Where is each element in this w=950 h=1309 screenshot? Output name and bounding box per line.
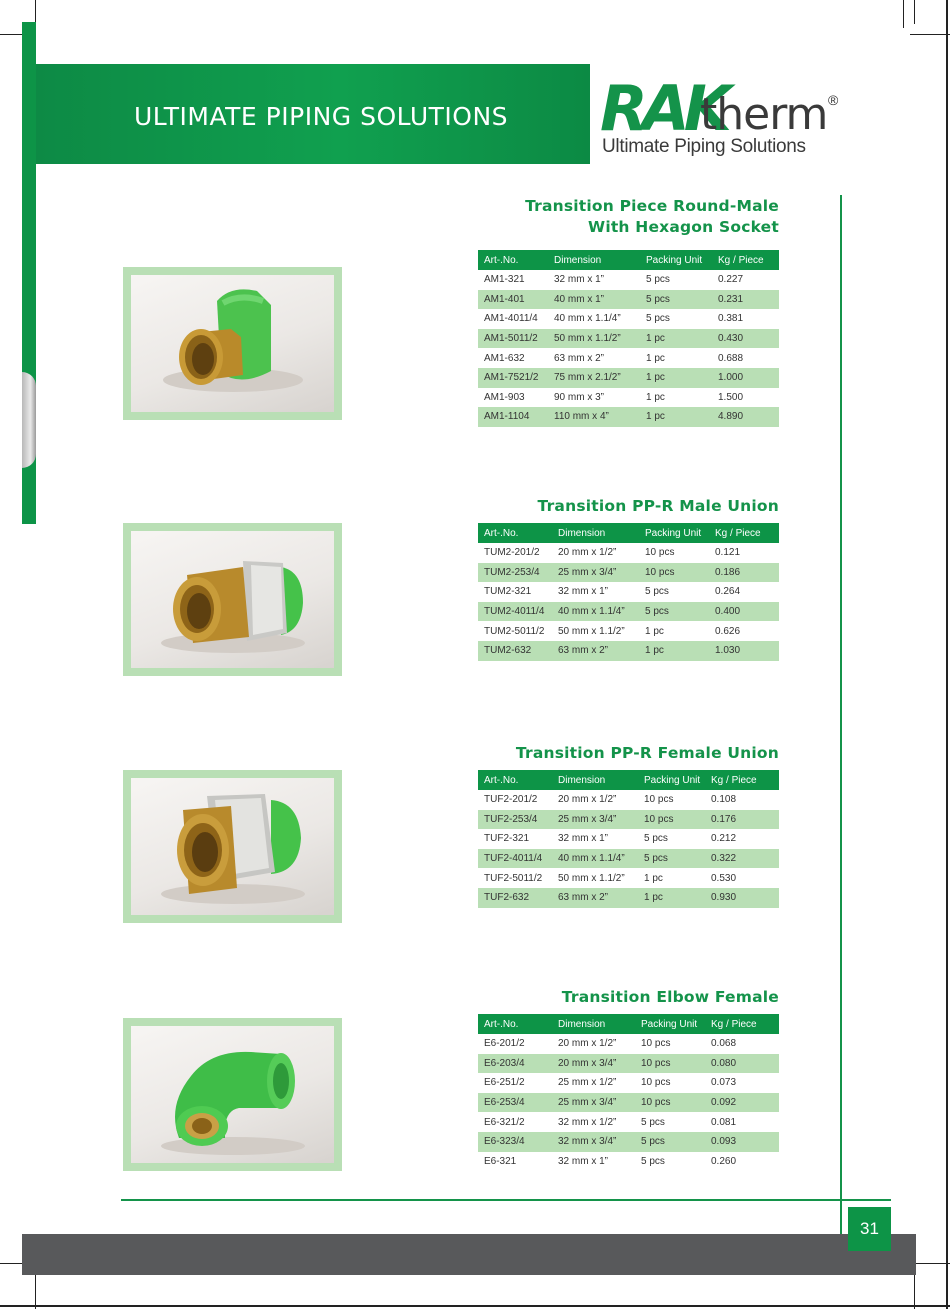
spec-table — [478, 1014, 779, 1171]
table-row — [478, 388, 779, 408]
column-header: Packing Unit — [635, 1014, 705, 1034]
table-cell: E6-253/4 — [478, 1093, 552, 1113]
column-header: Dimension — [552, 523, 639, 543]
table-cell: AM1-321 — [484, 274, 525, 286]
table-cell: 1 pc — [640, 407, 712, 427]
section-title-line1: Transition PP-R Male Union — [537, 497, 779, 515]
table-cell: 32 mm x 1/2” — [558, 1116, 617, 1128]
table-cell: 25 mm x 3/4” — [552, 563, 639, 583]
column-header: Art-.No. — [478, 523, 552, 543]
table-row — [478, 602, 779, 622]
table-cell: TUM2-201/2 — [484, 547, 540, 559]
table-header-row — [478, 770, 779, 790]
table-cell: 63 mm x 2” — [554, 352, 605, 364]
registered-mark: ® — [828, 92, 839, 108]
table-cell: 0.080 — [705, 1054, 779, 1074]
logo-rak-text: RAK — [600, 72, 726, 145]
table-row — [478, 582, 779, 602]
table-cell: 1.030 — [709, 641, 779, 661]
elbow-female-photo — [131, 1026, 334, 1163]
table-cell: 0.227 — [718, 274, 744, 286]
edge-product-image — [22, 372, 36, 468]
table-cell: 20 mm x 1/2” — [558, 547, 617, 559]
table-cell: 63 mm x 2” — [552, 641, 639, 661]
table-cell: 0.322 — [705, 849, 779, 869]
section-title-line1: Transition Elbow Female — [561, 988, 779, 1006]
table-cell: 1 pc — [646, 352, 665, 364]
table-cell: 40 mm x 1.1/4” — [552, 849, 638, 869]
spec-table — [478, 770, 779, 908]
table-cell: 10 pcs — [645, 547, 675, 559]
table-cell: AM1-7521/2 — [478, 368, 548, 388]
table-cell: AM1-1104 — [478, 407, 548, 427]
crop-mark — [914, 1270, 915, 1309]
table-cell: 5 pcs — [645, 586, 669, 598]
table-cell: 10 pcs — [641, 1077, 671, 1089]
logo-tagline: Ultimate Piping Solutions — [602, 136, 806, 157]
table-cell: 0.092 — [705, 1093, 779, 1113]
column-header: Packing Unit — [638, 770, 705, 790]
crop-mark — [903, 0, 904, 28]
table-row — [478, 563, 779, 583]
table-cell: E6-251/2 — [484, 1077, 525, 1089]
table-row — [478, 621, 779, 641]
table-cell: 0.121 — [715, 547, 741, 559]
table-cell: 32 mm x 3/4” — [552, 1132, 635, 1152]
column-header: Dimension — [552, 1014, 635, 1034]
table-cell: 4.890 — [712, 407, 779, 427]
table-cell: 1 pc — [640, 329, 712, 349]
table-row — [478, 348, 779, 368]
table-cell: TUF2-253/4 — [478, 810, 552, 830]
male-union-photo — [131, 531, 334, 668]
table-row — [478, 329, 779, 349]
table-cell: 10 pcs — [635, 1054, 705, 1074]
table-cell: 63 mm x 2” — [552, 888, 638, 908]
section-title — [538, 496, 779, 517]
column-header: Kg / Piece — [709, 523, 779, 543]
product-photo-frame — [123, 267, 342, 420]
product-photo-frame — [123, 1018, 342, 1171]
table-cell: 1.000 — [712, 368, 779, 388]
product-photo-frame — [123, 770, 342, 923]
banner-title: ULTIMATE PIPING SOLUTIONS — [134, 102, 509, 131]
table-cell: 5 pcs — [646, 313, 670, 325]
logo-therm-text: therm — [700, 89, 828, 140]
column-header: Kg / Piece — [712, 250, 779, 270]
table-cell: TUF2-632 — [478, 888, 552, 908]
page-border — [0, 1305, 950, 1307]
table-cell: TUF2-321 — [484, 833, 530, 845]
table-cell: 5 pcs — [640, 290, 712, 310]
table-cell: 10 pcs — [638, 810, 705, 830]
table-cell: 40 mm x 1.1/4” — [554, 313, 621, 325]
table-cell: 25 mm x 3/4” — [552, 1093, 635, 1113]
table-cell: 32 mm x 1” — [554, 274, 605, 286]
spec-table — [478, 523, 779, 661]
table-cell: 20 mm x 1/2” — [558, 1038, 617, 1050]
table-cell: 10 pcs — [641, 1038, 671, 1050]
column-header: Kg / Piece — [705, 1014, 779, 1034]
section-title-line1: Transition PP-R Female Union — [515, 744, 779, 762]
female-union-photo — [131, 778, 334, 915]
table-cell: E6-321/2 — [484, 1116, 525, 1128]
table-cell: 0.176 — [705, 810, 779, 830]
table-row — [478, 888, 779, 908]
spec-table — [478, 250, 779, 427]
table-cell: AM1-401 — [478, 290, 548, 310]
table-cell: 1 pc — [645, 625, 664, 637]
column-header: Dimension — [548, 250, 640, 270]
table-row — [478, 1132, 779, 1152]
table-cell: 10 pcs — [639, 563, 709, 583]
table-cell: 25 mm x 1/2” — [558, 1077, 617, 1089]
table-row — [478, 1054, 779, 1074]
table-row — [478, 1093, 779, 1113]
column-header: Art-.No. — [478, 1014, 552, 1034]
table-cell: 0.081 — [711, 1116, 737, 1128]
table-cell: 32 mm x 1” — [558, 833, 609, 845]
table-cell: 0.264 — [715, 586, 741, 598]
table-cell: 0.068 — [711, 1038, 737, 1050]
section-title-line2: With Hexagon Socket — [588, 218, 779, 236]
table-cell: AM1-5011/2 — [478, 329, 548, 349]
section-title-line1: Transition Piece Round-Male — [525, 197, 779, 215]
table-row — [478, 309, 779, 329]
table-cell: 40 mm x 1” — [548, 290, 640, 310]
table-cell: 50 mm x 1.1/2” — [558, 872, 625, 884]
table-cell: TUM2-5011/2 — [484, 625, 545, 637]
table-cell: 0.212 — [711, 833, 737, 845]
table-cell: 1 pc — [639, 641, 709, 661]
vertical-divider — [840, 195, 842, 1250]
column-header: Kg / Piece — [705, 770, 779, 790]
section-title — [525, 196, 779, 238]
table-cell: 10 pcs — [644, 794, 674, 806]
table-row — [478, 290, 779, 310]
table-cell: 1 pc — [644, 872, 663, 884]
footer-divider — [121, 1199, 891, 1201]
table-row — [478, 810, 779, 830]
table-cell: TUF2-4011/4 — [478, 849, 552, 869]
table-header-row — [478, 250, 779, 270]
table-cell: TUF2-5011/2 — [484, 872, 543, 884]
page-number: 31 — [848, 1207, 891, 1251]
table-cell: 0.381 — [718, 313, 744, 325]
table-row — [478, 1112, 779, 1132]
table-cell: 5 pcs — [635, 1132, 705, 1152]
table-cell: 1.500 — [718, 391, 744, 403]
table-cell: E6-201/2 — [484, 1038, 525, 1050]
header-banner — [36, 64, 590, 164]
table-cell: 0.930 — [705, 888, 779, 908]
crop-mark — [914, 0, 915, 24]
table-cell: 0.530 — [711, 872, 737, 884]
table-cell: 32 mm x 1” — [558, 586, 609, 598]
table-cell: AM1-4011/4 — [484, 313, 538, 325]
table-cell: 5 pcs — [641, 1155, 665, 1167]
column-header: Art-.No. — [478, 250, 548, 270]
table-cell: 75 mm x 2.1/2” — [548, 368, 640, 388]
section-title — [516, 743, 779, 764]
table-cell: TUM2-4011/4 — [478, 602, 552, 622]
table-cell: E6-323/4 — [478, 1132, 552, 1152]
table-cell: 20 mm x 3/4” — [552, 1054, 635, 1074]
table-cell: E6-203/4 — [478, 1054, 552, 1074]
table-cell: 10 pcs — [635, 1093, 705, 1113]
table-cell: E6-321 — [484, 1155, 517, 1167]
table-cell: 1 pc — [646, 391, 665, 403]
table-cell: 110 mm x 4” — [548, 407, 640, 427]
table-cell: 0.400 — [709, 602, 779, 622]
product-photo-frame — [123, 523, 342, 676]
table-cell: TUM2-253/4 — [478, 563, 552, 583]
table-cell: 5 pcs — [639, 602, 709, 622]
table-row — [478, 270, 779, 290]
table-row — [478, 868, 779, 888]
table-cell: 40 mm x 1.1/4” — [552, 602, 639, 622]
column-header: Packing Unit — [639, 523, 709, 543]
table-row — [478, 543, 779, 563]
column-header: Art-.No. — [478, 770, 552, 790]
table-row — [478, 407, 779, 427]
table-cell: TUF2-201/2 — [484, 794, 538, 806]
table-cell: 0.231 — [712, 290, 779, 310]
table-header-row — [478, 1014, 779, 1034]
table-cell: 5 pcs — [646, 274, 670, 286]
table-cell: 0.108 — [711, 794, 737, 806]
brand-logo — [600, 72, 850, 164]
table-cell: 0.186 — [709, 563, 779, 583]
table-row — [478, 1034, 779, 1054]
column-header: Dimension — [552, 770, 638, 790]
table-row — [478, 641, 779, 661]
table-cell: 50 mm x 1.1/2” — [548, 329, 640, 349]
table-row — [478, 790, 779, 810]
table-cell: 32 mm x 1” — [558, 1155, 609, 1167]
table-cell: 1 pc — [638, 888, 705, 908]
table-cell: AM1-632 — [484, 352, 525, 364]
table-cell: 0.688 — [718, 352, 744, 364]
crop-mark — [910, 34, 950, 35]
table-row — [478, 368, 779, 388]
table-cell: 1 pc — [640, 368, 712, 388]
table-cell: 5 pcs — [638, 849, 705, 869]
table-cell: 25 mm x 3/4” — [552, 810, 638, 830]
crop-mark — [910, 1263, 950, 1264]
table-cell: 20 mm x 1/2” — [558, 794, 617, 806]
table-row — [478, 849, 779, 869]
column-header: Packing Unit — [640, 250, 712, 270]
table-header-row — [478, 523, 779, 543]
table-cell: TUM2-321 — [484, 586, 532, 598]
table-cell: 5 pcs — [641, 1116, 665, 1128]
table-row — [478, 829, 779, 849]
table-cell: 0.093 — [705, 1132, 779, 1152]
table-cell: 50 mm x 1.1/2” — [558, 625, 625, 637]
section-title — [562, 987, 779, 1008]
table-cell: 0.430 — [712, 329, 779, 349]
table-row — [478, 1152, 779, 1172]
male-adapter-hexagon-photo — [131, 275, 334, 412]
page-border — [946, 0, 948, 1309]
footer-bar — [22, 1234, 916, 1275]
table-cell: 0.626 — [715, 625, 741, 637]
table-cell: 5 pcs — [644, 833, 668, 845]
table-cell: 0.260 — [711, 1155, 737, 1167]
table-cell: 90 mm x 3” — [554, 391, 605, 403]
table-cell: TUM2-632 — [478, 641, 552, 661]
table-row — [478, 1073, 779, 1093]
table-cell: 0.073 — [711, 1077, 737, 1089]
table-cell: AM1-903 — [484, 391, 525, 403]
crop-mark — [35, 1270, 36, 1309]
